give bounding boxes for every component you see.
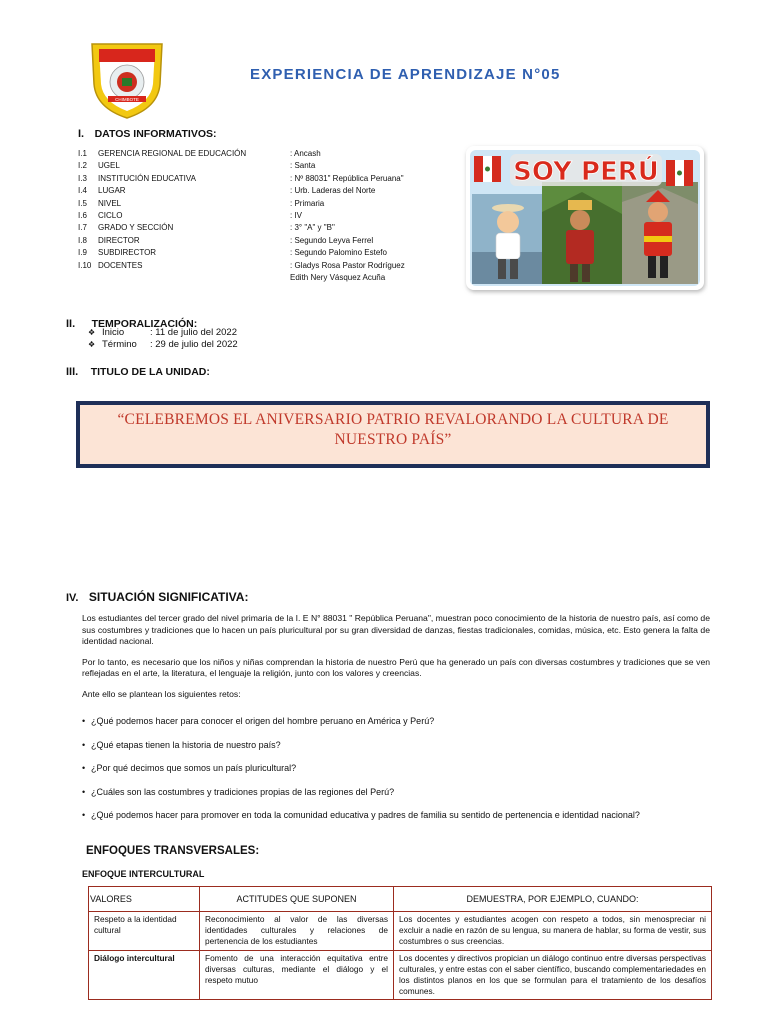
table-row — [89, 912, 712, 951]
section-number: IV. — [66, 592, 79, 604]
paragraph: Por lo tanto, es necesario que los niños y niñas comprendan la historia de nuestro Perú que ha generado un país con diversas costumbres y tradiciones que se ven reflejadas en el arte, la literatura, el lenguaje la religión, junto con los valores y creencias. — [82, 656, 710, 679]
bullet-icon: • — [82, 763, 86, 773]
paragraph: Ante ello se plantean los siguientes retos: — [82, 688, 241, 699]
list-item: • ¿Qué podemos hacer para conocer el origen del hombre peruano en América y Perú? — [82, 716, 435, 726]
enfoques-heading: ENFOQUES TRANSVERSALES: — [86, 845, 260, 857]
temporalizacion-row: ❖ Término : 29 de julio del 2022 — [88, 339, 238, 350]
section-number: I. — [78, 128, 85, 140]
section-3-heading — [66, 362, 210, 380]
paragraph: Los estudiantes del tercer grado del nivel primaria de la I. E N° 88031 " República Peruana", muestran poco conocimiento de la historia de nuestro país, así como de sus costumbres y tradiciones que lo hacen un país pluricultural por su gran diversidad de danzas, fiestas tradicionales, comidas, música, etc. Esto genera la falta de identidad nacional. — [82, 613, 710, 647]
diamond-bullet-icon: ❖ — [88, 340, 96, 349]
section-1-heading — [78, 124, 217, 142]
section-title: TEMPORALIZACIÓN: — [91, 318, 198, 330]
section-4-heading — [66, 588, 248, 606]
section-title: TITULO DE LA UNIDAD: — [90, 366, 210, 378]
situacion-text — [82, 613, 710, 710]
bullet-icon: • — [82, 786, 86, 797]
unit-title: “CELEBREMOS EL ANIVERSARIO PATRIO REVALORANDO LA CULTURA DE NUESTRO PAÍS” — [117, 411, 669, 448]
bullet-icon: • — [82, 739, 86, 750]
info-row: I.3 INSTITUCIÓN EDUCATIVA : Nº 88031" República Peruana" — [78, 173, 404, 183]
table-cell: Fomento de una interacción equitativa entre diversas culturas, mediante el diálogo y el respeto mutuo — [200, 950, 394, 1000]
info-row: I.5 NIVEL : Primaria — [78, 198, 325, 208]
table-cell: Diálogo intercultural — [89, 950, 200, 1000]
values-table — [88, 886, 712, 1000]
info-row: I.9 SUBDIRECTOR : Segundo Palomino Estefo — [78, 248, 387, 258]
info-row: I.7 GRADO Y SECCIÓN : 3° "A" y "B" — [78, 223, 335, 233]
list-item: • ¿Cuáles son las costumbres y tradiciones propias de las regiones del Perú? — [82, 786, 395, 797]
soy-peru-image — [462, 142, 708, 296]
retos-list — [82, 716, 710, 834]
table-cell: Los docentes y estudiantes acogen con respeto a todos, sin menospreciar ni excluir a nadie en razón de su lengua, su manera de hablar, su forma de vestir, sus costumbres o sus creencias. — [394, 912, 712, 951]
diamond-bullet-icon: ❖ — [88, 328, 96, 337]
table-cell: Los docentes y directivos propician un diálogo continuo entre diversas perspectivas culturales, y entre estas con el saber científico, buscando complementariedades en los distintos planos en los que se formulan para el tratamiento de los desafíos comunes. — [394, 950, 712, 1000]
temporalizacion-row: ❖ Inicio : 11 de julio del 2022 — [88, 327, 237, 338]
list-item: • ¿Qué etapas tienen la historia de nuestro país? — [82, 739, 281, 750]
section-number: III. — [66, 366, 79, 378]
info-row: I.1 GERENCIA REGIONAL DE EDUCACIÓN : Ancash — [78, 149, 321, 158]
table-header-row — [89, 887, 712, 912]
school-logo — [88, 38, 166, 120]
info-row: Edith Nery Vásquez Acuña — [290, 272, 386, 282]
table-cell: Reconocimiento al valor de las diversas identidades culturales y relaciones de pertenencia de los estudiantes — [200, 912, 394, 951]
temporalizacion-list — [88, 327, 238, 351]
bullet-icon: • — [82, 716, 86, 726]
table-row — [89, 950, 712, 1000]
enfoque-subheading: ENFOQUE INTERCULTURAL — [82, 869, 205, 879]
section-title: SITUACIÓN SIGNIFICATIVA: — [88, 590, 249, 604]
section-number: II. — [66, 318, 76, 330]
info-row: I.6 CICLO : IV — [78, 210, 303, 220]
info-table — [78, 148, 405, 284]
info-row: I.4 LUGAR : Urb. Laderas del Norte — [78, 186, 376, 196]
info-row: I.2 UGEL : Santa — [78, 161, 316, 171]
list-item: • ¿Qué podemos hacer para promover en toda la comunidad educativa y padres de familia su sentido de pertenencia e identidad nacional? — [82, 810, 640, 820]
logo-text: CHIMBOTE — [115, 97, 139, 102]
column-header: DEMUESTRA, POR EJEMPLO, CUANDO: — [394, 887, 712, 912]
info-row: I.8 DIRECTOR : Segundo Leyva Ferrel — [78, 235, 374, 245]
section-title: DATOS INFORMATIVOS: — [94, 128, 217, 140]
column-header: VALORES — [89, 887, 200, 912]
info-row: I.10 DOCENTES : Gladys Rosa Pastor Rodríguez — [78, 260, 405, 270]
document-title: EXPERIENCIA DE APRENDIZAJE N°05 — [250, 66, 561, 83]
column-header: ACTITUDES QUE SUPONEN — [200, 887, 394, 912]
list-item: • ¿Por qué decimos que somos un país pluricultural? — [82, 763, 297, 773]
soy-peru-banner: SOY PERÚ — [513, 157, 659, 187]
unit-title-box — [76, 401, 710, 468]
bullet-icon: • — [82, 810, 86, 820]
table-cell: Respeto a la identidad cultural — [89, 912, 200, 951]
